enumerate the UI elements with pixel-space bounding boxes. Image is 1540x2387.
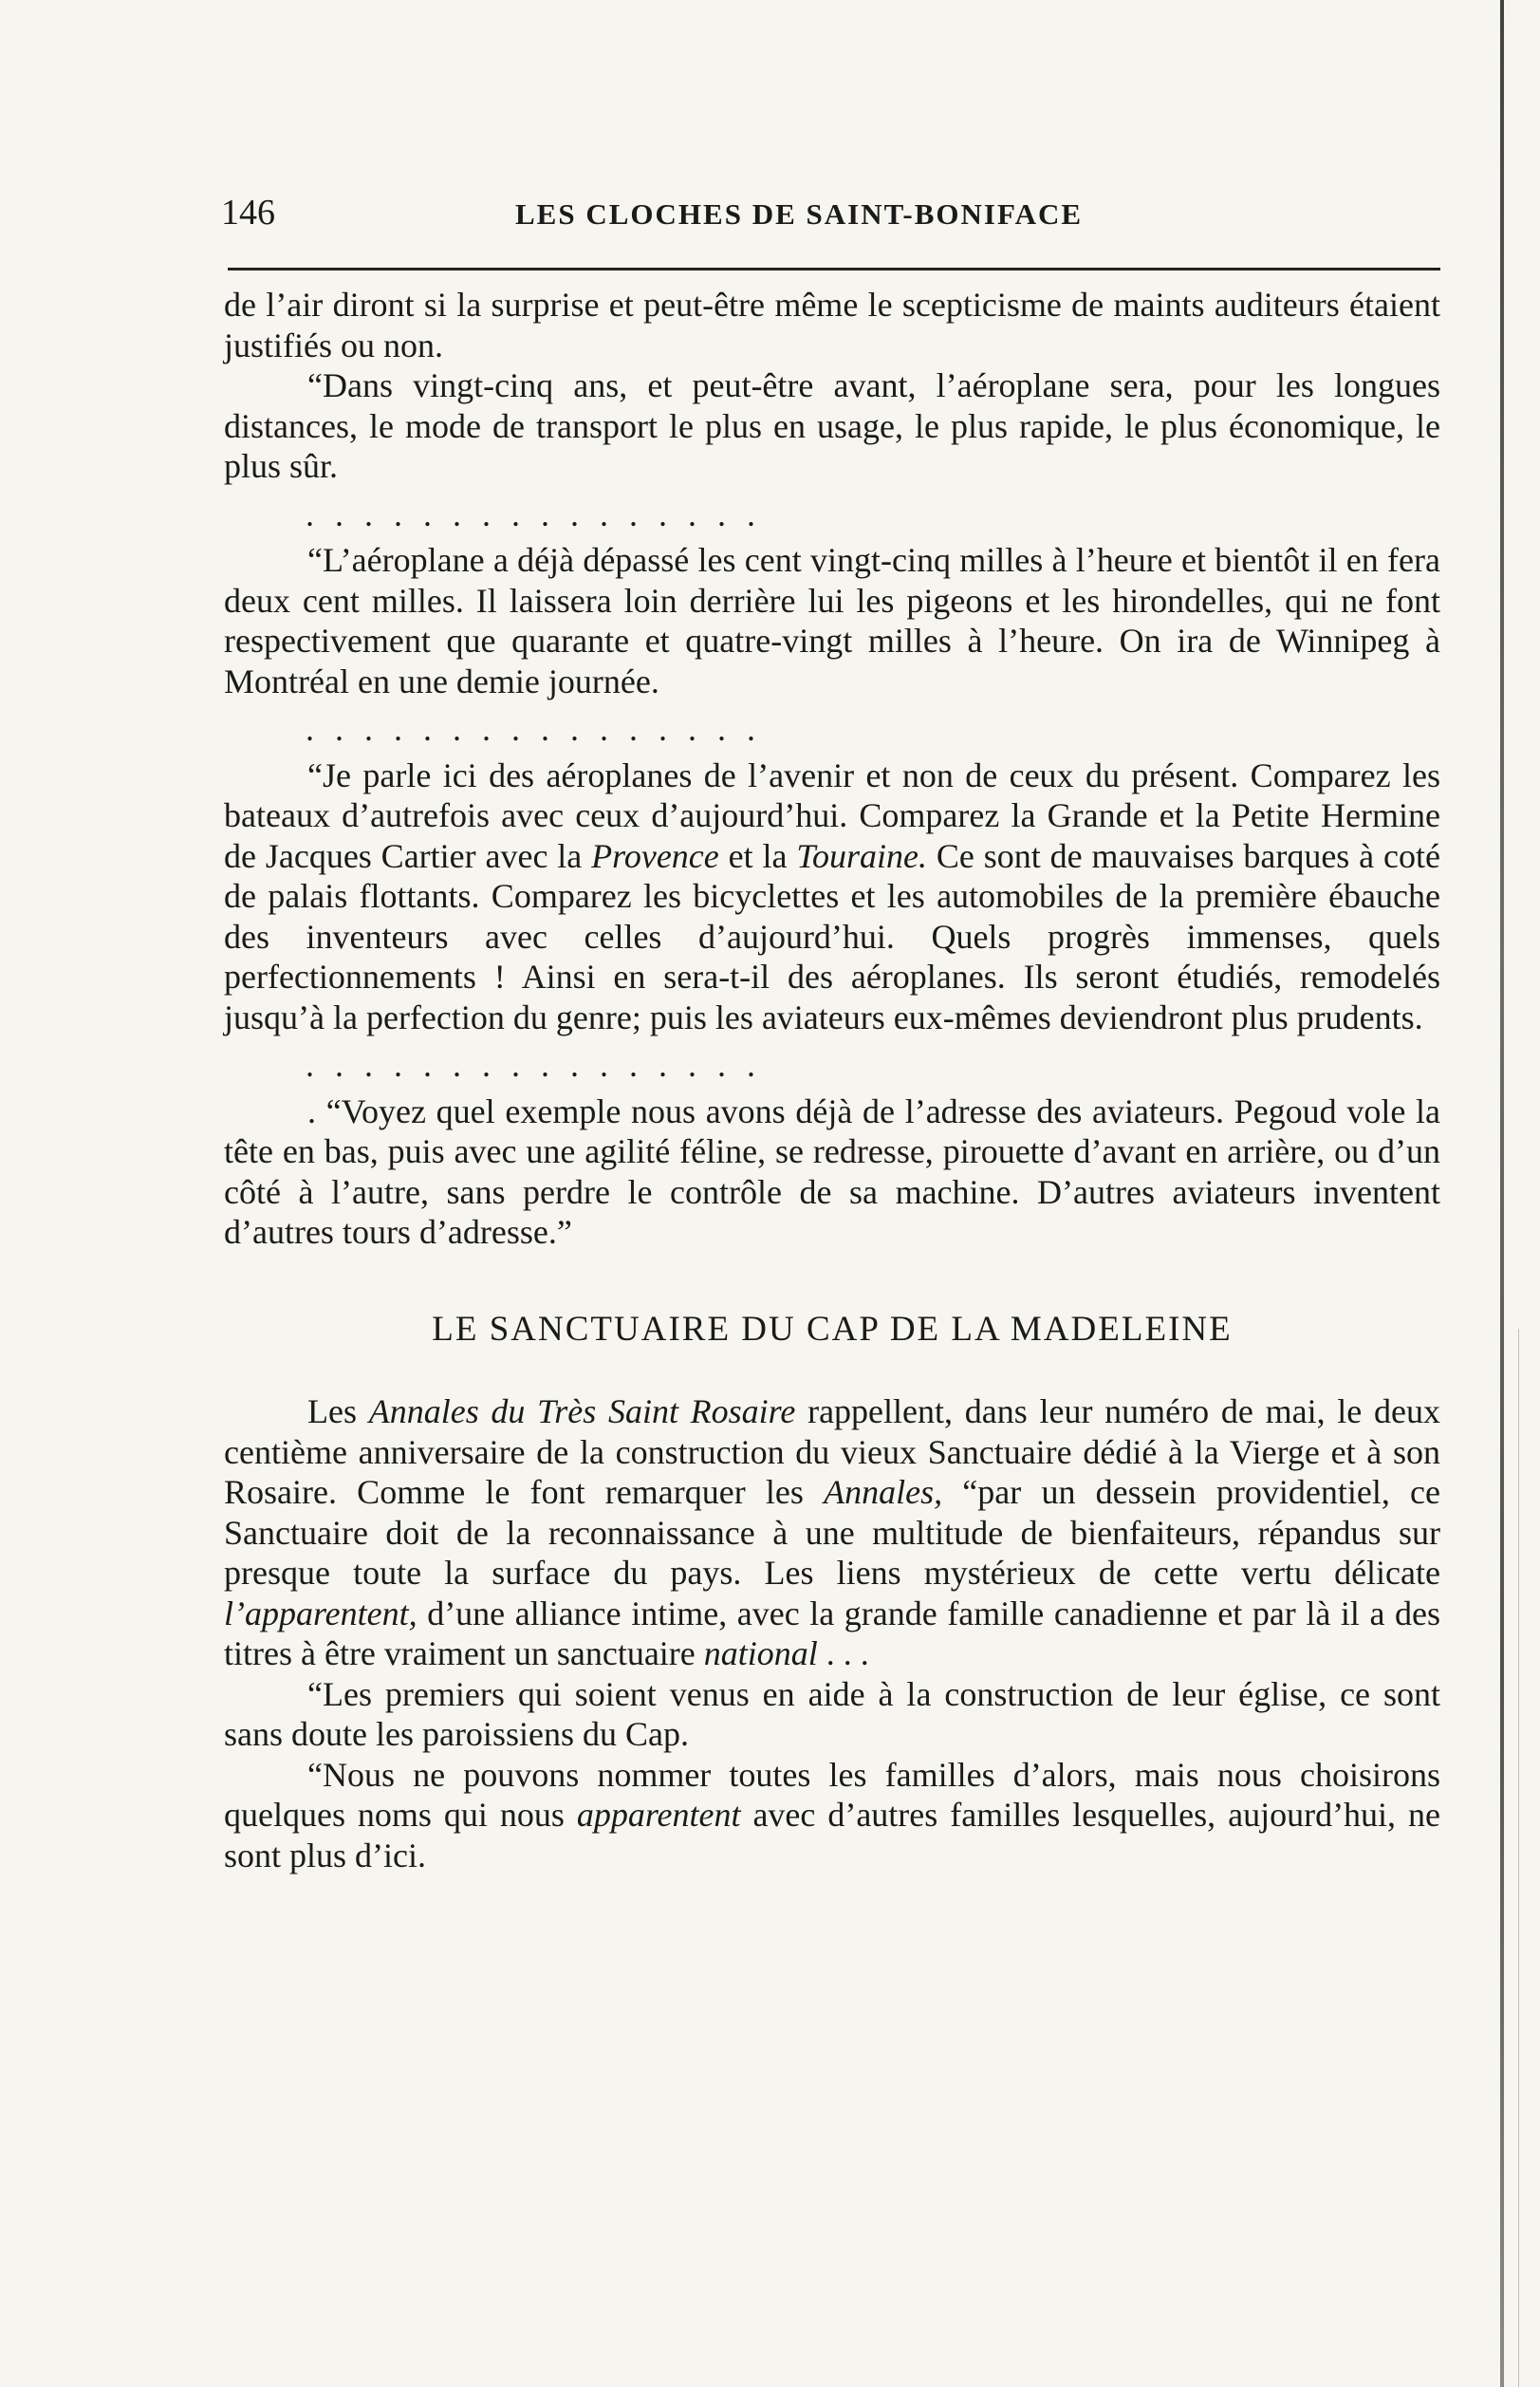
paragraph-5: . “Voyez quel exemple nous avons déjà de l’adresse des aviateurs. Pegoud vole la tête en bas, puis avec une agilité féline, se redresse, pirouette d’avant en arrière, ou d’un côté à l’autre, sans perdre le contrôle de sa machine. D’autres aviateurs inventent d’autres tours d’adresse.” [224, 1091, 1440, 1251]
body-text [224, 285, 1440, 1875]
ship-name-touraine: Touraine. [796, 836, 928, 875]
paragraph-4 [224, 755, 1440, 1038]
ellipsis-row-3: ................ [306, 1046, 776, 1084]
page-number: 146 [221, 193, 275, 233]
page-binding-edge [1500, 0, 1504, 2387]
paragraph-8 [224, 1755, 1440, 1876]
paragraph-6-text-b: rappellent, dans leur numéro de mai, le deux centième anniversaire de la construction du vieux Sanctuaire dédié à la Vierge et à son Rosaire. Comme le font remarquer les [224, 1392, 1441, 1511]
publication-title-short: Annales, [824, 1473, 943, 1511]
paragraph-6-text-c: “par un dessein providentiel, ce Sanctuaire doit de la reconnaissance à une multitude de bienfaiteurs, répandus sur presque toute la surface du pays. Les liens mystérieux de cette vertu délicate [224, 1473, 1440, 1592]
ship-name-provence: Provence [591, 836, 719, 875]
page-edge-line [1518, 1329, 1519, 2387]
running-title: LES CLOCHES DE SAINT-BONIFACE [515, 197, 1084, 231]
section-heading: LE SANCTUAIRE DU CAP DE LA MADELEINE [432, 1309, 1233, 1349]
paragraph-6-text-a: Les [307, 1392, 369, 1430]
paragraph-4-text-a: “Je parle ici des aéroplanes de l’avenir et non de ceux du présent. Comparez les bateaux d’autrefois avec ceux d’aujourd’hui. Comparez la Grande et la Petite Hermine de Jacques Cartier avec la [224, 755, 1440, 875]
paragraph-1: de l’air diront si la surprise et peut-être même le scepticisme de maints auditeurs étaient justifiés ou non. [224, 286, 1440, 364]
ellipsis-row-1: ................ [306, 494, 776, 533]
paragraph-6-text-e: . . . [817, 1634, 869, 1672]
paragraph-2: “Dans vingt-cinq ans, et peut-être avant, l’aéroplane sera, pour les longues distances, le mode de transport le plus en usage, le plus rapide, le plus économique, le plus sûr. [224, 366, 1440, 485]
ellipsis-row-2: ................ [306, 710, 776, 748]
emphasis-apparentent: l’apparentent, [224, 1594, 417, 1632]
emphasis-apparentent-2: apparentent [576, 1796, 741, 1834]
paragraph-6-text-d: d’une alliance intime, avec la grande famille canadienne et par là il a des titres à être vraiment un sanctuaire [224, 1594, 1440, 1672]
emphasis-national: national [703, 1634, 818, 1672]
paragraph-4-text-c: Ce sont de mauvaises barques à coté de palais flottants. Comparez les bicyclettes et les automobiles de la première ébauche des inventeurs avec celles d’aujourd’hui. Quels progrès immenses, quels perfectionnements ! Ainsi en sera-t-il des aéroplanes. Ils seront étudiés, remodelés jusqu’à la perfection du genre; puis les aviateurs eux-mêmes deviendront plus prudents. [224, 836, 1440, 1036]
paragraph-7: “Les premiers qui soient venus en aide à la construction de leur église, ce sont sans doute les paroissiens du Cap. [224, 1674, 1440, 1753]
publication-title: Annales du Très Saint Rosaire [368, 1392, 796, 1430]
paragraph-8-text-b: avec d’autres familles lesquelles, aujourd’hui, ne sont plus d’ici. [224, 1796, 1440, 1874]
paragraph-6 [224, 1391, 1440, 1674]
paragraph-8-text-a: “Nous ne pouvons nommer toutes les familles d’alors, mais nous choisirons quelques noms qui nous [224, 1755, 1440, 1834]
paragraph-4-text-b: et la [718, 836, 797, 875]
page-header [221, 192, 1440, 245]
paragraph-3: “L’aéroplane a déjà dépassé les cent vingt-cinq milles à l’heure et bientôt il en fera deux cent milles. Il laissera loin derrière lui les pigeons et les hirondelles, qui ne font respectivement que quarante et quatre-vingt milles à l’heure. On ira de Winnipeg à Montréal en une demie journée. [224, 541, 1440, 700]
header-rule [228, 268, 1440, 270]
